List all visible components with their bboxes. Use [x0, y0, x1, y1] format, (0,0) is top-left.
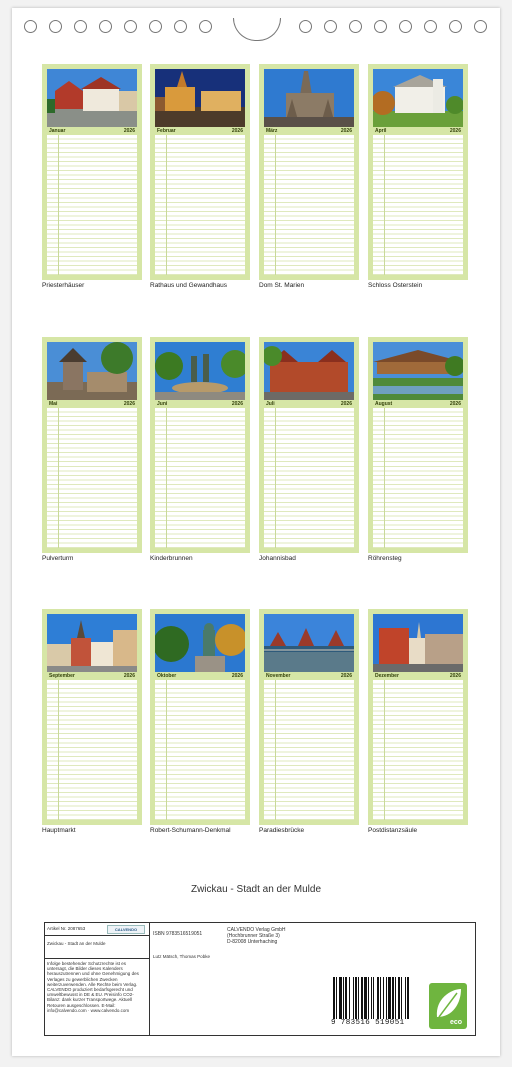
ring-hole-icon — [349, 20, 362, 33]
barcode — [331, 977, 431, 1029]
publisher-line: D-82008 Unterhaching — [227, 939, 278, 945]
barcode-bar — [355, 977, 357, 1019]
month-year: 2026 — [340, 128, 352, 134]
barcode-bar — [353, 977, 354, 1019]
barcode-bar — [345, 977, 347, 1019]
month-card-september — [42, 609, 142, 825]
month-card-august — [368, 337, 468, 553]
photo-caption: Röhrensteg — [368, 555, 402, 562]
hanger-cutout-icon — [233, 18, 281, 41]
day-grid — [155, 408, 245, 548]
month-photo — [47, 342, 137, 400]
month-header — [155, 127, 245, 135]
month-photo — [155, 342, 245, 400]
barcode-bar — [383, 977, 384, 1019]
month-name: Februar — [157, 128, 176, 134]
month-photo — [264, 69, 354, 127]
day-grid — [373, 135, 463, 275]
month-header — [264, 127, 354, 135]
month-year: 2026 — [123, 401, 135, 407]
ring-hole-icon — [174, 20, 187, 33]
month-card-april — [368, 64, 468, 280]
imprint-panel — [44, 922, 476, 1036]
month-card-juni — [150, 337, 250, 553]
month-card-oktober — [150, 609, 250, 825]
barcode-bar — [392, 977, 394, 1019]
month-card-februar — [150, 64, 250, 280]
month-photo — [155, 614, 245, 672]
barcode-bar — [395, 977, 396, 1019]
month-photo — [47, 614, 137, 672]
barcode-bar — [336, 977, 337, 1019]
photo-caption: Postdistanzsäule — [368, 827, 418, 834]
month-name: November — [266, 673, 291, 679]
month-header — [155, 400, 245, 408]
ring-hole-icon — [49, 20, 62, 33]
month-header — [264, 400, 354, 408]
divider — [45, 958, 149, 959]
barcode-bar — [371, 977, 372, 1019]
binding-rings — [12, 20, 500, 36]
month-photo — [264, 342, 354, 400]
month-header — [47, 672, 137, 680]
authors: Lutz Mätsch, Thomas Pobke — [153, 954, 210, 959]
ring-hole-icon — [74, 20, 87, 33]
barcode-bar — [405, 977, 406, 1019]
barcode-bar — [333, 977, 335, 1019]
divider — [45, 935, 149, 936]
publisher-line: CALVENDO Verlag GmbH — [227, 927, 286, 933]
barcode-bar — [364, 977, 367, 1019]
barcode-bar — [361, 977, 363, 1019]
day-grid — [47, 680, 137, 820]
ring-hole-icon — [399, 20, 412, 33]
photo-caption: Kinderbrunnen — [150, 555, 193, 562]
photo-caption: Robert-Schumann-Denkmal — [150, 827, 231, 834]
day-grid — [264, 408, 354, 548]
month-name: Mai — [49, 401, 58, 407]
month-card-januar — [42, 64, 142, 280]
barcode-bar — [373, 977, 374, 1019]
day-grid — [47, 135, 137, 275]
imprint-middle-column — [149, 923, 329, 1035]
month-name: Oktober — [157, 673, 177, 679]
month-header — [47, 400, 137, 408]
month-name: Juli — [266, 401, 275, 407]
month-card-juli — [259, 337, 359, 553]
month-year: 2026 — [231, 401, 243, 407]
ring-hole-icon — [449, 20, 462, 33]
ring-hole-icon — [324, 20, 337, 33]
ring-hole-icon — [474, 20, 487, 33]
month-year: 2026 — [123, 128, 135, 134]
photo-caption: Paradiesbrücke — [259, 827, 305, 834]
eco-leaf-icon — [429, 983, 467, 1029]
month-year: 2026 — [340, 401, 352, 407]
month-header — [373, 400, 463, 408]
barcode-bar — [401, 977, 402, 1019]
month-header — [47, 127, 137, 135]
isbn: ISBN 9783516519051 — [153, 931, 203, 937]
month-name: Dezember — [375, 673, 399, 679]
ring-hole-icon — [374, 20, 387, 33]
photo-caption: Hauptmarkt — [42, 827, 76, 834]
month-card-november — [259, 609, 359, 825]
day-grid — [155, 135, 245, 275]
month-year: 2026 — [231, 128, 243, 134]
month-name: Januar — [49, 128, 66, 134]
barcode-bar — [407, 977, 409, 1019]
ring-hole-icon — [124, 20, 137, 33]
day-grid — [264, 135, 354, 275]
day-grid — [373, 680, 463, 820]
photo-caption: Pulverturm — [42, 555, 74, 562]
barcode-bar — [377, 977, 379, 1019]
month-photo — [264, 614, 354, 672]
barcode-bar — [386, 977, 387, 1019]
photo-caption: Priesterhäuser — [42, 282, 85, 289]
ring-hole-icon — [99, 20, 112, 33]
calendar-title: Zwickau - Stadt an der Mulde — [190, 884, 322, 895]
month-year: 2026 — [231, 673, 243, 679]
legal-text: Infolge bestehender Schutzrechte ist es untersagt, die Bilder dieses Kalenders herauszutrennen und ohne Genehmigung des Verlages zu gewerblichen Zwecken weiterzuverwenden. Alle Rechte beim Verlag. CALVENDO produziert bedarfsgerecht und umweltbewusst in DE & EU. Preisinfo CO2-Bilanz: dank kurzer Transportwege. Aktuell Retouren ausgeschlossen. E-Mail: info@calvendo.com · www.calvendo.com — [47, 961, 139, 1013]
ring-hole-icon — [299, 20, 312, 33]
photo-caption: Rathaus und Gewandhaus — [150, 282, 227, 289]
month-name: April — [375, 128, 387, 134]
barcode-bar — [398, 977, 400, 1019]
barcode-bar — [358, 977, 359, 1019]
month-header — [155, 672, 245, 680]
month-card-mai — [42, 337, 142, 553]
month-year: 2026 — [123, 673, 135, 679]
calvendo-logo: CALVENDO — [107, 925, 145, 934]
month-name: Juni — [157, 401, 168, 407]
day-grid — [47, 408, 137, 548]
month-header — [264, 672, 354, 680]
month-photo — [373, 69, 463, 127]
barcode-bar — [339, 977, 342, 1019]
photo-caption: Schloss Osterstein — [368, 282, 423, 289]
day-grid — [155, 680, 245, 820]
eco-label: eco — [449, 1019, 462, 1026]
month-name: September — [49, 673, 75, 679]
month-year: 2026 — [449, 673, 461, 679]
barcode-bar — [388, 977, 391, 1019]
month-photo — [373, 614, 463, 672]
ring-hole-icon — [424, 20, 437, 33]
ring-hole-icon — [149, 20, 162, 33]
photo-caption: Johannisbad — [259, 555, 296, 562]
month-card-dezember — [368, 609, 468, 825]
imprint-left-column — [45, 923, 150, 1035]
barcode-number: 9 783516 519051 — [331, 1019, 405, 1027]
ring-hole-icon — [199, 20, 212, 33]
imprint-title: Zwickau - Stadt an der Mulde — [47, 941, 106, 946]
barcode-bar — [380, 977, 381, 1019]
barcode-bars — [331, 977, 431, 1019]
month-header — [373, 127, 463, 135]
barcode-bar — [368, 977, 369, 1019]
month-year: 2026 — [449, 128, 461, 134]
day-grid — [264, 680, 354, 820]
barcode-bar — [343, 977, 344, 1019]
publisher-line: (Hochbrunner Straße 3) — [227, 933, 280, 939]
article-number: Artikel Nr. 2087653 — [47, 926, 86, 931]
ring-hole-icon — [24, 20, 37, 33]
month-card-maerz — [259, 64, 359, 280]
month-photo — [373, 342, 463, 400]
barcode-bar — [349, 977, 350, 1019]
publisher-address — [227, 927, 286, 945]
month-photo — [155, 69, 245, 127]
day-grid — [373, 408, 463, 548]
month-name: August — [375, 401, 393, 407]
month-year: 2026 — [340, 673, 352, 679]
month-header — [373, 672, 463, 680]
month-year: 2026 — [449, 401, 461, 407]
month-name: März — [266, 128, 278, 134]
month-photo — [47, 69, 137, 127]
photo-caption: Dom St. Marien — [259, 282, 305, 289]
